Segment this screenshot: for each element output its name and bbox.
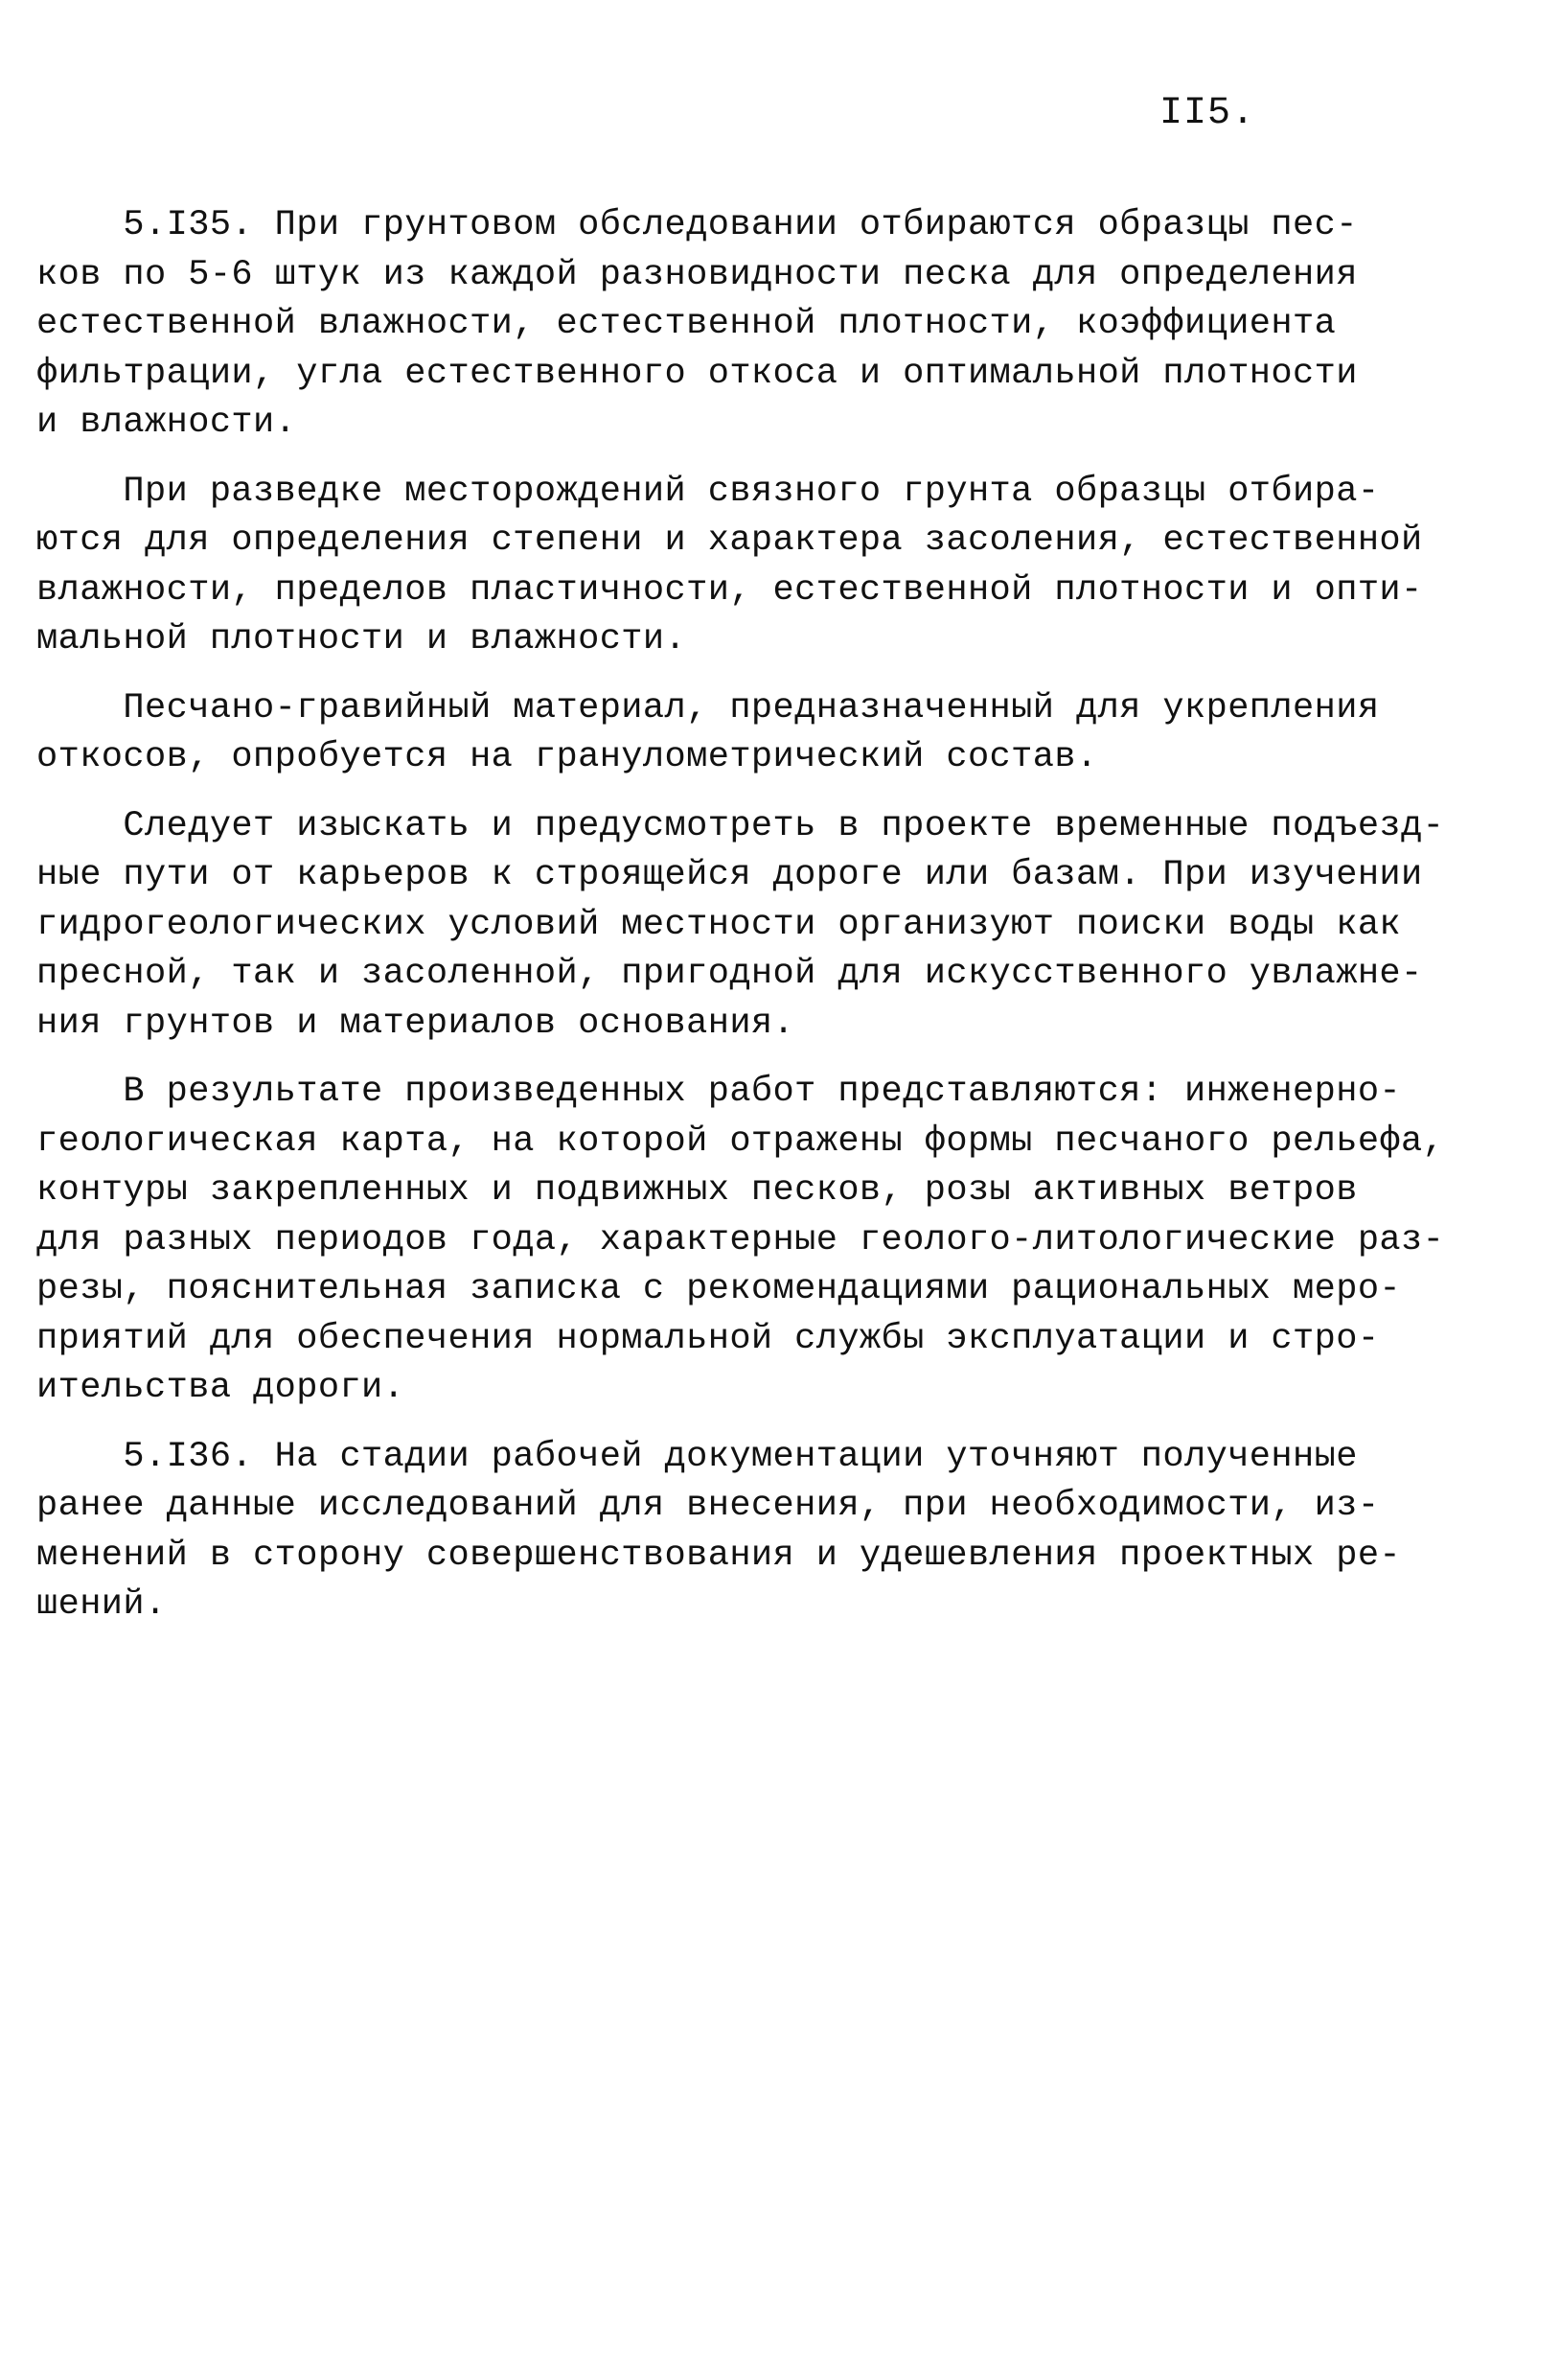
text-line: При разведке месторождений связного грунта образцы отбира- xyxy=(36,471,1380,512)
text-line: пресной, так и засоленной, пригодной для искусственного увлажне- xyxy=(36,954,1423,994)
paragraph-5-135 xyxy=(36,201,1416,449)
text-line: В результате произведенных работ представляются: инженерно- xyxy=(36,1072,1402,1112)
text-line: фильтрации, угла естественного откоса и оптимальной плотности xyxy=(36,353,1358,394)
page-number: II5. xyxy=(1159,92,1256,135)
text-line: и влажности. xyxy=(36,403,297,443)
body-text xyxy=(36,201,1445,1630)
text-line: влажности, пределов пластичности, естественной плотности и опти- xyxy=(36,569,1423,611)
text-line: Следует изыскать и предусмотреть в проекте временные подъезд- xyxy=(36,805,1445,846)
paragraph-gap xyxy=(36,449,1416,468)
text-line: ются для определения степени и характера засоления, естественной xyxy=(36,520,1423,561)
paragraph-gap xyxy=(36,665,1416,684)
text-line: геологическая карта, на которой отражены формы песчаного рельефа, xyxy=(36,1121,1445,1162)
text-line: ные пути от карьеров к строящейся дороге или базам. При изучении xyxy=(36,855,1423,895)
text-line: откосов, опробуется на гранулометрический состав. xyxy=(36,737,1098,777)
text-line: мальной плотности и влажности. xyxy=(36,619,687,659)
text-line: контуры закрепленных и подвижных песков, розы активных ветров xyxy=(36,1170,1358,1211)
text-line: гидрогеологических условий местности организуют поиски воды как xyxy=(36,904,1402,945)
text-line: ранее данные исследований для внесения, при необходимости, из- xyxy=(36,1486,1380,1526)
text-line: 5.I36. На стадии рабочей документации уточняют полученные xyxy=(36,1436,1358,1477)
text-line: менений в сторону совершенствования и удешевления проектных ре- xyxy=(36,1535,1402,1576)
paragraph-access-roads xyxy=(36,802,1445,1050)
paragraph-cohesive-soil xyxy=(36,468,1423,665)
text-line: естественной влажности, естественной плотности, коэффициента xyxy=(36,304,1337,344)
paragraph-gap xyxy=(36,783,1416,802)
paragraph-results xyxy=(36,1068,1445,1414)
paragraph-sand-gravel xyxy=(36,684,1416,783)
text-line: 5.I35. При грунтовом обследовании отбираются образцы пес- xyxy=(36,205,1358,245)
text-line: ительства дороги. xyxy=(36,1368,405,1408)
paragraph-5-136 xyxy=(36,1433,1416,1630)
text-line: резы, пояснительная записка с рекомендациями рациональных меро- xyxy=(36,1269,1402,1309)
text-line: ния грунтов и материалов основания. xyxy=(36,1003,795,1044)
paragraph-gap xyxy=(36,1049,1416,1068)
text-line: ков по 5-6 штук из каждой разновидности песка для определения xyxy=(36,254,1358,295)
text-line: Песчано-гравийный материал, предназначенный для укрепления xyxy=(36,687,1380,728)
paragraph-gap xyxy=(36,1414,1416,1433)
text-line: шений. xyxy=(36,1584,167,1625)
text-line: приятий для обеспечения нормальной службы эксплуатации и стро- xyxy=(36,1318,1380,1359)
text-line: для разных периодов года, характерные геолого-литологические раз- xyxy=(36,1219,1445,1260)
